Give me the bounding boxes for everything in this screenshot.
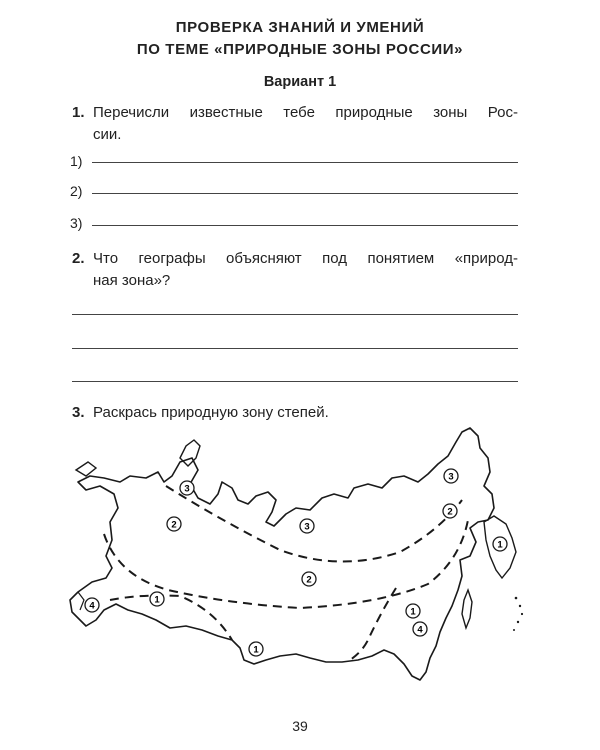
zone-marker[interactable]: [302, 572, 316, 586]
zone-marker-label: 4: [417, 624, 423, 636]
zone-marker[interactable]: [300, 519, 314, 533]
question-2-number: 2.: [72, 250, 85, 267]
zone-marker-label: 1: [497, 539, 503, 551]
zone-marker[interactable]: [249, 642, 263, 656]
kuril-islands: [513, 597, 523, 631]
zone-marker-label: 3: [304, 521, 310, 533]
title-line-1: ПРОВЕРКА ЗНАНИЙ И УМЕНИЙ: [175, 19, 425, 36]
zone-marker-label: 1: [410, 606, 416, 618]
south-coast-detail: [78, 592, 84, 610]
zone-marker-label: 3: [448, 471, 454, 483]
question-3-number: 3.: [72, 404, 85, 421]
zone-marker[interactable]: [85, 598, 99, 612]
zone-marker[interactable]: [443, 504, 457, 518]
question-3-text: Раскрась природную зону степей.: [93, 404, 329, 421]
zone-marker-label: 2: [306, 574, 312, 586]
zone-marker[interactable]: [180, 481, 194, 495]
zone-marker[interactable]: [444, 469, 458, 483]
zone-marker[interactable]: [167, 517, 181, 531]
sakhalin-outline: [462, 590, 472, 628]
page-number: 39: [292, 718, 308, 734]
steppe-boundary-dashed: [110, 596, 232, 641]
answer-2-label: 2): [70, 183, 83, 199]
title-line-2: ПО ТЕМЕ «ПРИРОДНЫЕ ЗОНЫ РОССИИ»: [136, 41, 464, 58]
zone-marker-label: 1: [154, 594, 160, 606]
zone-marker-label: 4: [89, 600, 95, 612]
question-1-text-line-2: сии.: [93, 126, 122, 143]
variant-label: Вариант 1: [263, 74, 337, 90]
zone-marker-label: 1: [253, 644, 259, 656]
question-2-text-line-2: ная зона»?: [93, 272, 171, 289]
northern-island-outline: [180, 440, 200, 466]
zone-marker-label: 3: [184, 483, 190, 495]
zone-marker[interactable]: [413, 622, 427, 636]
zone-marker[interactable]: [406, 604, 420, 618]
answer-1-label: 1): [70, 153, 83, 169]
question-1-number: 1.: [72, 104, 85, 121]
zone-marker[interactable]: [493, 537, 507, 551]
east-boundary-dashed: [350, 588, 396, 660]
question-2-text-line-1: Что географы объясняют под понятием «природ-: [93, 250, 518, 267]
zone-marker-label: 2: [447, 506, 453, 518]
question-1-text-line-1: Перечисли известные тебе природные зоны Рос-: [93, 104, 518, 121]
answer-3-label: 3): [70, 215, 83, 231]
zone-marker[interactable]: [150, 592, 164, 606]
west-peninsula-outline: [76, 462, 96, 476]
russia-mainland-outline: [70, 428, 494, 680]
zone-marker-label: 2: [171, 519, 177, 531]
